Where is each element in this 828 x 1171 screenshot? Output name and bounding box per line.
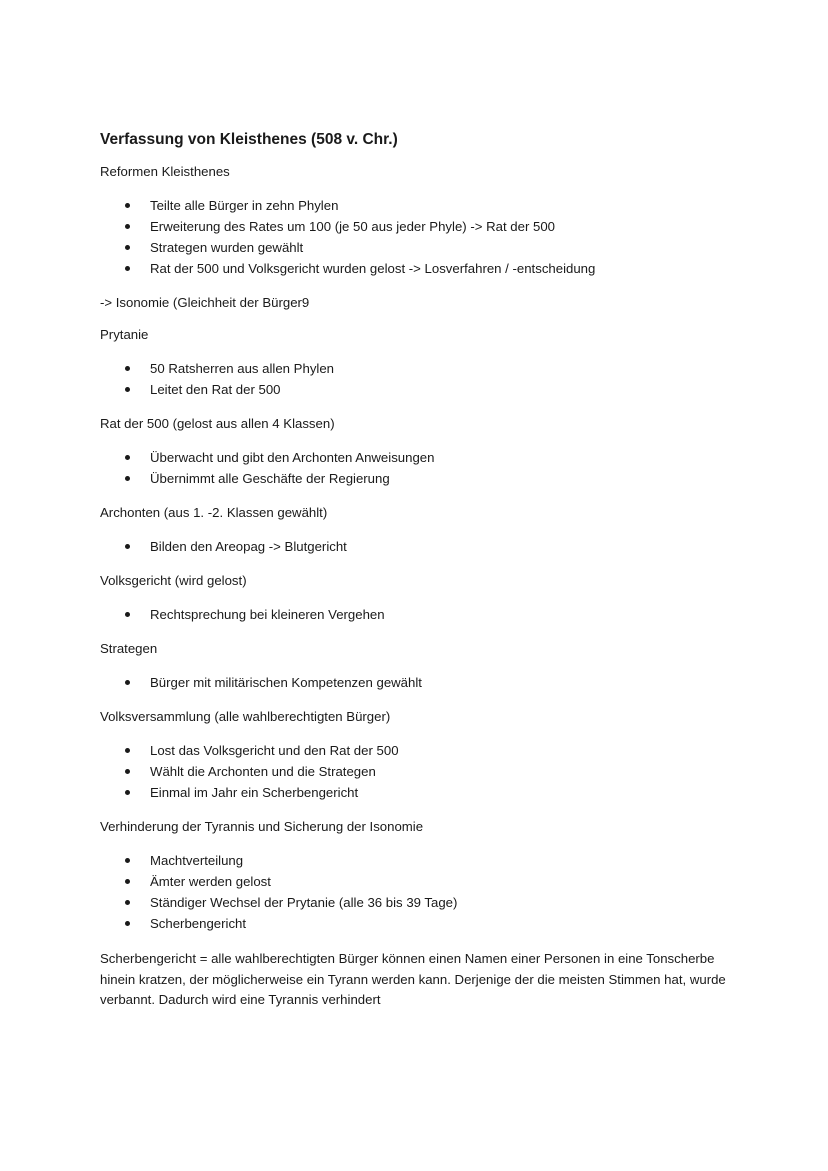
bullet-icon: [125, 245, 130, 250]
list-item-text: 50 Ratsherren aus allen Phylen: [150, 361, 335, 376]
bullet-icon: [125, 455, 130, 460]
bullet-icon: [125, 790, 130, 795]
bullet-icon: [125, 879, 130, 884]
bullet-icon: [125, 544, 130, 549]
list-item-text: Lost das Volksgericht und den Rat der 500: [150, 743, 399, 758]
bullet-list: [100, 536, 740, 557]
section-heading: Rat der 500 (gelost aus allen 4 Klassen): [100, 416, 335, 431]
bullet-icon: [125, 921, 130, 926]
bullet-icon: [125, 224, 130, 229]
list-item-text: Rat der 500 und Volksgericht wurden gelost -> Losverfahren / -entscheidung: [150, 261, 596, 276]
list-item: [100, 913, 740, 934]
bullet-list: [100, 850, 740, 934]
list-item: [100, 358, 740, 379]
bullet-list: [100, 740, 740, 803]
section-heading: Reformen Kleisthenes: [100, 164, 230, 179]
document-title: Verfassung von Kleisthenes (508 v. Chr.): [100, 131, 398, 148]
bullet-list: [100, 672, 740, 693]
list-item: [100, 850, 740, 871]
list-item: [100, 195, 740, 216]
list-item-text: Wählt die Archonten und die Strategen: [150, 764, 376, 779]
bullet-icon: [125, 476, 130, 481]
list-item-text: Scherbengericht: [150, 916, 247, 931]
bullet-icon: [125, 748, 130, 753]
bullet-icon: [125, 680, 130, 685]
section-heading: Archonten (aus 1. -2. Klassen gewählt): [100, 505, 328, 520]
list-item-text: Erweiterung des Rates um 100 (je 50 aus jeder Phyle) -> Rat der 500: [150, 219, 556, 234]
list-item: [100, 468, 740, 489]
bullet-icon: [125, 387, 130, 392]
list-item: [100, 379, 740, 400]
list-item: [100, 892, 740, 913]
list-item-text: Einmal im Jahr ein Scherbengericht: [150, 785, 359, 800]
document-body: [100, 163, 740, 934]
list-item-text: Leitet den Rat der 500: [150, 382, 281, 397]
bullet-icon: [125, 203, 130, 208]
bullet-icon: [125, 858, 130, 863]
list-item-text: Strategen wurden gewählt: [150, 240, 304, 255]
section-heading: Strategen: [100, 641, 158, 656]
section-heading: Volksversammlung (alle wahlberechtigten Bürger): [100, 709, 391, 724]
closing-paragraph: Scherbengericht = alle wahlberechtigten Bürger können einen Namen einer Personen in eine Tonscherbe hinein kratzen, der möglicherweise ein Tyrann werden kann. Derjenige der die meisten Stimmen hat, wurde verbannt. Dadurch wird eine Tyrannis verhindert: [100, 951, 726, 1007]
list-item-text: Bürger mit militärischen Kompetenzen gewählt: [150, 675, 422, 690]
list-item: [100, 237, 740, 258]
bullet-list: [100, 604, 740, 625]
list-item: [100, 672, 740, 693]
list-item-text: Machtverteilung: [150, 853, 244, 868]
list-item: [100, 782, 740, 803]
bullet-list: [100, 447, 740, 489]
list-item: [100, 216, 740, 237]
section-heading: Verhinderung der Tyrannis und Sicherung der Isonomie: [100, 819, 424, 834]
section-heading: Prytanie: [100, 327, 149, 342]
list-item-text: Überwacht und gibt den Archonten Anweisungen: [150, 450, 435, 465]
list-item-text: Bilden den Areopag -> Blutgericht: [150, 539, 347, 554]
list-item: [100, 447, 740, 468]
bullet-list: [100, 195, 740, 279]
list-item: [100, 740, 740, 761]
bullet-icon: [125, 366, 130, 371]
list-item: [100, 761, 740, 782]
list-item: [100, 258, 740, 279]
list-item-text: Ständiger Wechsel der Prytanie (alle 36 bis 39 Tage): [150, 895, 458, 910]
section-heading: Volksgericht (wird gelost): [100, 573, 247, 588]
list-item-text: Ämter werden gelost: [150, 874, 271, 889]
list-item: [100, 536, 740, 557]
bullet-icon: [125, 900, 130, 905]
list-item: [100, 604, 740, 625]
list-item-text: Teilte alle Bürger in zehn Phylen: [150, 198, 339, 213]
list-item: [100, 871, 740, 892]
section-heading: -> Isonomie (Gleichheit der Bürger9: [100, 295, 310, 310]
bullet-icon: [125, 612, 130, 617]
bullet-icon: [125, 266, 130, 271]
list-item-text: Übernimmt alle Geschäfte der Regierung: [150, 471, 390, 486]
bullet-icon: [125, 769, 130, 774]
document-page: [100, 130, 740, 1011]
list-item-text: Rechtsprechung bei kleineren Vergehen: [150, 607, 385, 622]
bullet-list: [100, 358, 740, 400]
